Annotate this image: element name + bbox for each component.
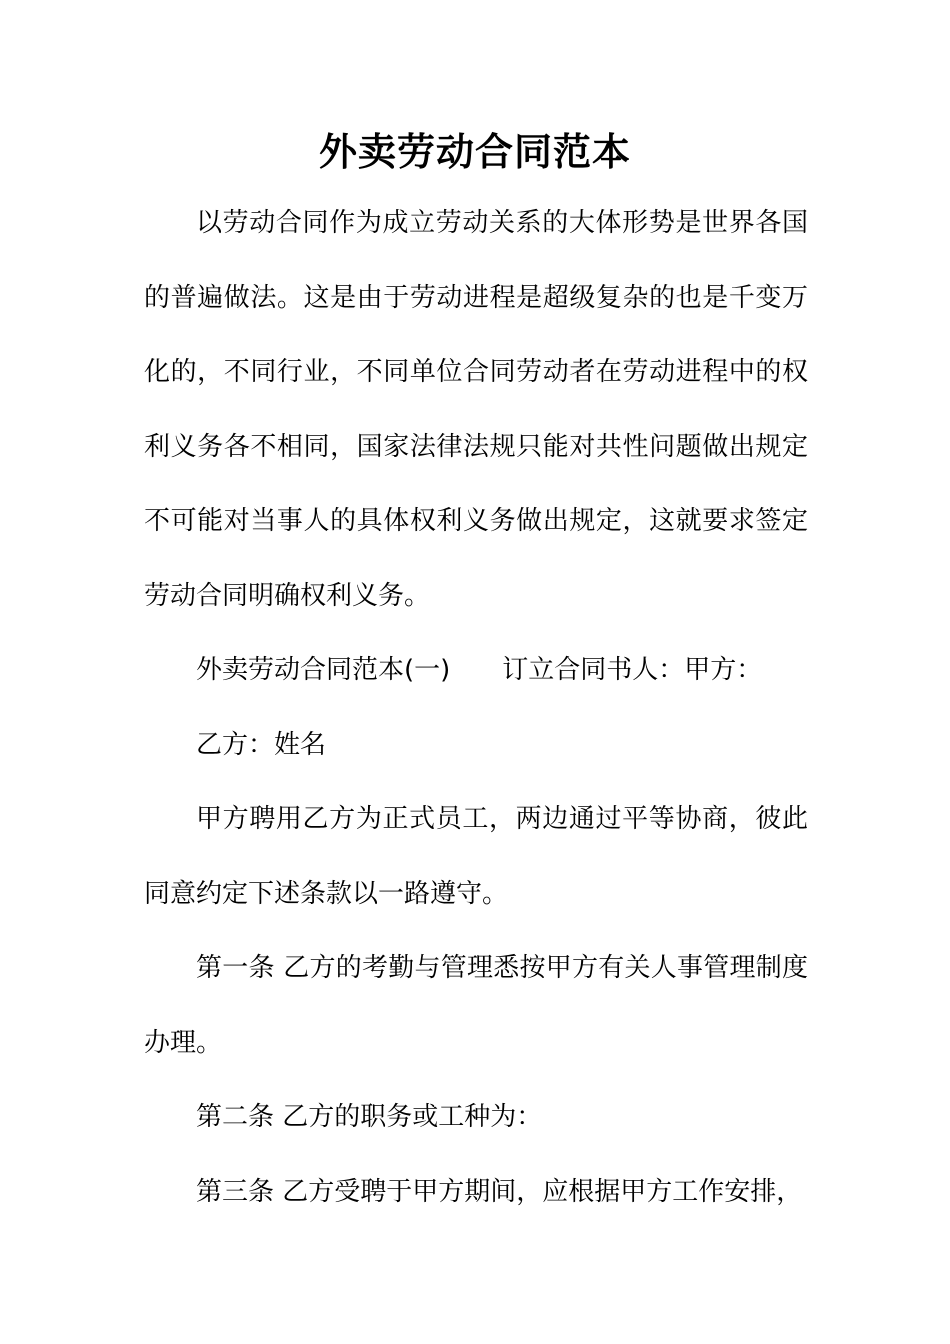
document-title: 外卖劳动合同范本 bbox=[318, 129, 631, 174]
section-heading: 外卖劳动合同范本(一) bbox=[196, 655, 451, 685]
party-b-line: 乙方：姓名 bbox=[196, 729, 327, 760]
intro-paragraph: 以劳动合同作为成立劳动关系的大体形势是世界各国的普遍做法。这是由于劳动进程是超级复杂的也是千变万化的，不同行业，不同单位合同劳动者在劳动进程中的权利义务各不相同，国家法律法规只能对共性问题做出规定不可能对当事人的具体权利义务做出规定，这就要求签定劳动合同明确权利义务。 bbox=[144, 208, 808, 611]
party-a-label: 订立合同书人：甲方： bbox=[502, 655, 763, 685]
section-heading-line bbox=[144, 633, 808, 708]
document-body bbox=[144, 186, 808, 1229]
article-1: 第一条 乙方的考勤与管理悉按甲方有关人事管理制度办理。 bbox=[144, 953, 808, 1058]
agreement-paragraph: 甲方聘用乙方为正式员工，两边通过平等协商，彼此同意约定下述条款以一路遵守。 bbox=[144, 804, 808, 909]
article-3: 第三条 乙方受聘于甲方期间，应根据甲方工作安排， bbox=[196, 1176, 803, 1207]
article-2: 第二条 乙方的职务或工种为： bbox=[196, 1102, 543, 1132]
